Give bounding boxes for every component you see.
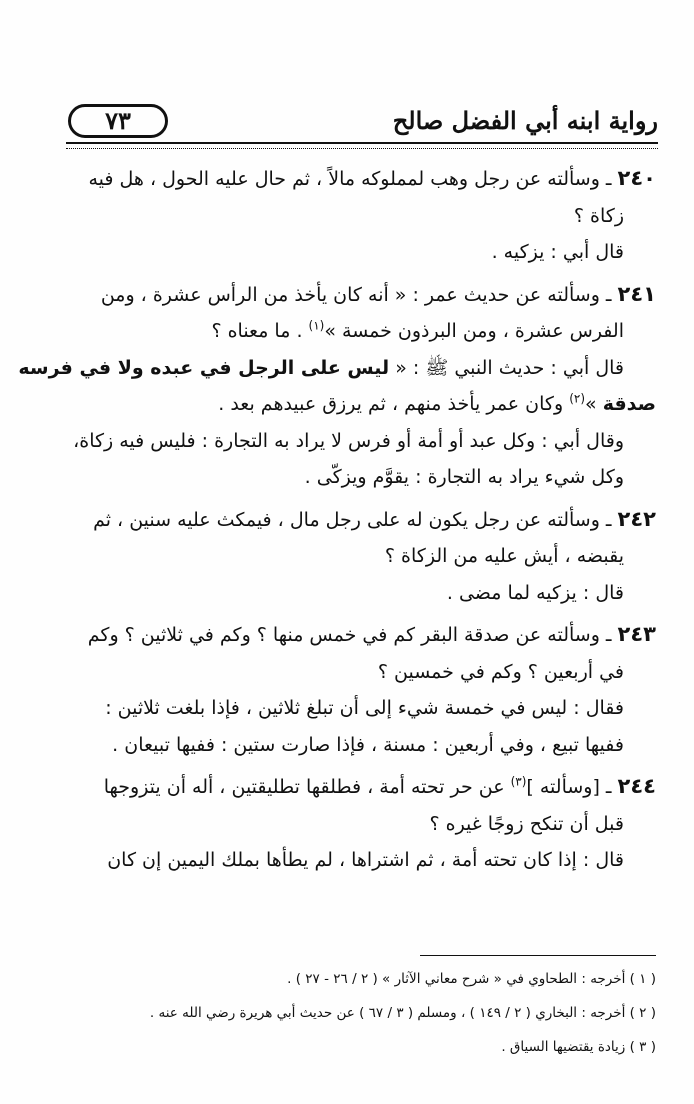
entry-number: ٢٤٢ [617, 506, 656, 531]
footnote-rule [420, 955, 656, 956]
footnote-2: ( ٢ ) أخرجه : البخاري ( ٢ / ١٤٩ ) ، ومسلم ( ٣ / ٦٧ ) عن حديث أبي هريرة رضي الله عنه . [149, 1005, 656, 1021]
entry-243: ٢٤٣ ـ وسألته عن صدقة البقر كم في خمس منها ؟ وكم في ثلاثين ؟ وكم في أربعين ؟ وكم في خمسين ؟ فقال : ليس في خمسة شيء إلى أن تبلغ ثلاثين ، فإذا بلغت ثلاثين : ففيها تبيع ، وفي أربعين : مسنة ، فإذا صارت ستين : ففيها تبيعان . [87, 622, 656, 756]
entry-242: ٢٤٢ ـ وسألته عن رجل يكون له على رجل مال ، فيمكث عليه سنين ، ثم يقبضه ، أيش عليه من الزكاة ؟ قال : يزكيه لما مضى . [93, 506, 656, 604]
page-number: ٧٣ [105, 106, 131, 135]
footnote-1: ( ١ ) أخرجه : الطحاوي في « شرح معاني الآثار » ( ٢ / ٢٦ - ٢٧ ) . [287, 971, 656, 987]
page-number-badge [68, 104, 168, 138]
main-text [18, 160, 656, 879]
hadith-text: صدقة [602, 393, 656, 415]
footnotes [38, 962, 656, 1064]
page-header [60, 100, 658, 142]
footnote-3: ( ٣ ) زيادة يقتضيها السياق . [501, 1039, 656, 1055]
entry-number: ٢٤١ [617, 281, 656, 306]
running-title: رواية ابنه أبي الفضل صالح [392, 106, 658, 135]
entry-241: ٢٤١ ـ وسألته عن حديث عمر : « أنه كان يأخذ من الرأس عشرة ، ومن الفرس عشرة ، ومن البرذون خمسة »$^{(١)}$ . ما معناه ؟ قال أبي : حديث النبي ﷺ : « ليس على الرجل في عبده ولا في فرسه صدقة »$^{(٢)}$ وكان عمر يأخذ منهم ، ثم يرزق عبيدهم بعد . وقال أبي : وكل عبد أو أمة أو فرس لا يراد به التجارة : فليس فيه زكاة، وكل شيء يراد به التجارة : يقوَّم ويزكّى . [18, 281, 656, 488]
footnote-ref[interactable]: (٢) [569, 391, 586, 406]
entry-number: ٢٤٣ [617, 622, 656, 646]
entry-number: ٢٤٠ [617, 166, 656, 190]
entry-244: ٢٤٤ ـ [وسألته ]$^{(٣)}$ عن حر تحته أمة ، فطلقها تطليقتين ، أله أن يتزوجها قبل أن تنكح زوجًا غيره ؟ قال : إذا كان تحته أمة ، ثم اشتراها ، لم يطأها بملك اليمين إن كان [103, 774, 656, 871]
hadith-text: ليس على الرجل في عبده ولا في فرسه [18, 356, 390, 379]
header-rule [66, 142, 658, 149]
footnote-ref[interactable]: (١) [308, 318, 325, 333]
footnote-ref[interactable]: (٣) [510, 774, 527, 789]
entry-240: ٢٤٠ ـ وسألته عن رجل وهب لمملوكه مالاً ، ثم حال عليه الحول ، هل فيه زكاة ؟ قال أبي : يزكيه . [88, 166, 656, 263]
entry-number: ٢٤٤ [617, 774, 656, 798]
